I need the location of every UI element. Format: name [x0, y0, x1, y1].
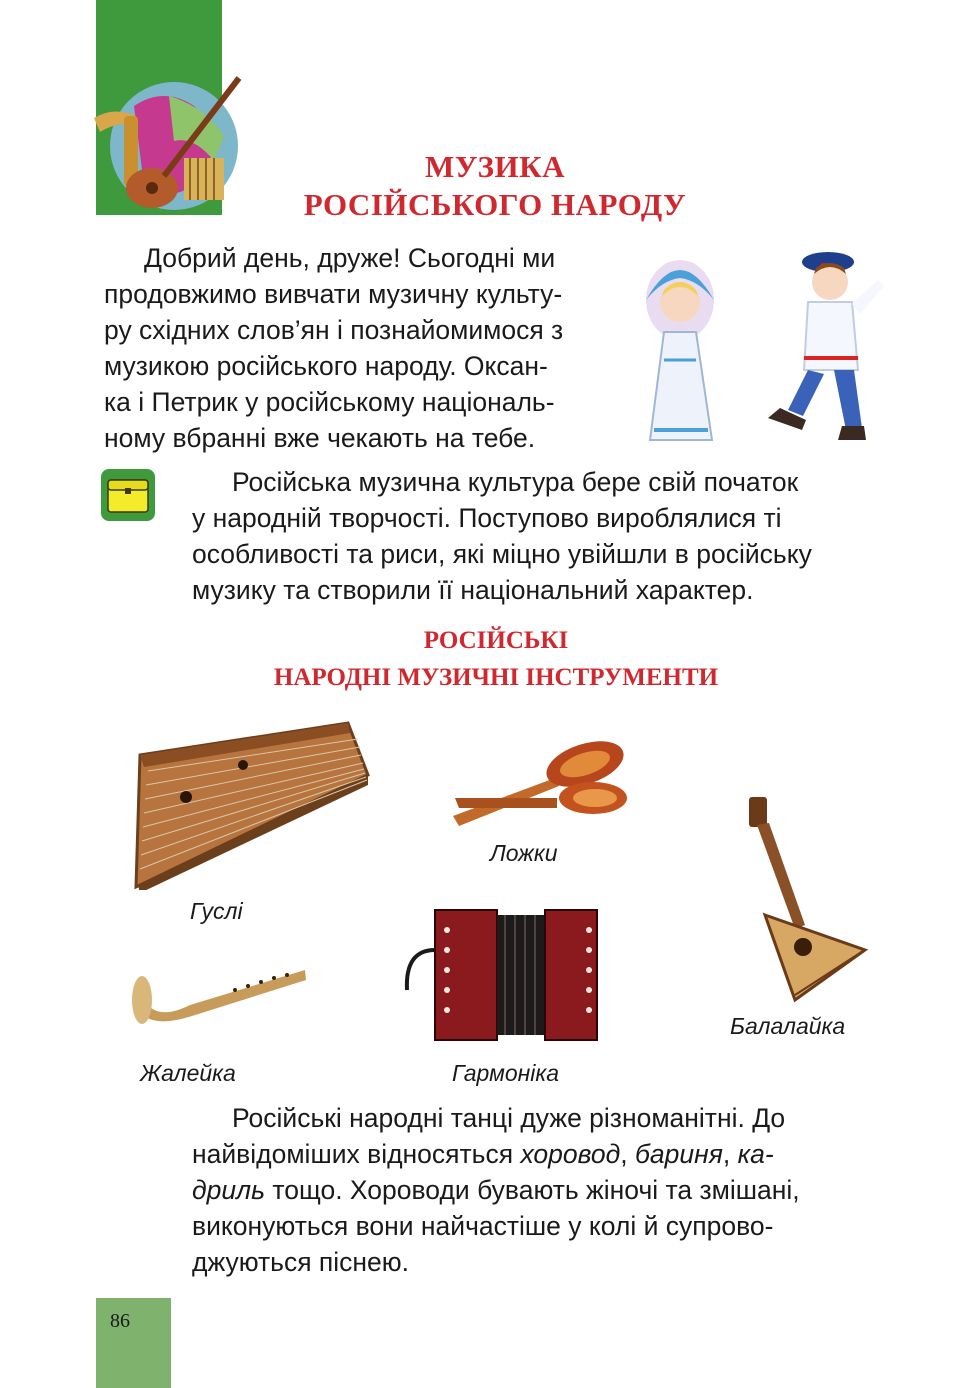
lozhky-caption: Ложки — [490, 840, 558, 866]
dances-line: Російські народні танці дуже різноманітні. До — [232, 1103, 786, 1133]
dances-line — [192, 1136, 889, 1172]
dances-text: , — [620, 1139, 635, 1169]
instruments-heading — [190, 622, 802, 696]
music-emblem-icon — [74, 66, 254, 226]
harmonika-caption: Гармоніка — [452, 1060, 560, 1086]
dance-khorovod: хоровод — [520, 1139, 621, 1169]
lozhky-image — [445, 728, 630, 828]
dances-line: джуються піснею. — [192, 1247, 410, 1277]
title-line-1: МУЗИКА — [425, 149, 565, 184]
culture-line: у народній творчості. Поступово вироблялися ті — [192, 503, 782, 533]
zhaleika-image — [130, 960, 310, 1030]
balalaika-caption: Балалайка — [730, 1013, 846, 1039]
culture-line: музику та створили її національний характер. — [192, 575, 754, 605]
gusli-image — [118, 715, 370, 890]
culture-paragraph — [192, 464, 889, 608]
intro-line: Добрий день, друже! Сьогодні ми — [144, 243, 556, 273]
intro-paragraph — [104, 240, 619, 456]
culture-line: особливості та риси, які міцно увійшли в російську — [192, 539, 812, 569]
balalaika-image — [735, 795, 870, 1005]
page-title — [260, 148, 730, 224]
intro-line: ному вбранні вже чекають на тебе. — [104, 423, 536, 453]
dances-text: тощо. Хороводи бувають жіночі та змішані, — [265, 1175, 800, 1205]
instruments-heading-line-1: РОСІЙСЬКІ — [423, 627, 569, 654]
dances-line — [192, 1172, 889, 1208]
intro-line: ру східних слов’ян і познайомимося з — [104, 315, 564, 345]
instruments-heading-line-2: НАРОДНІ МУЗИЧНІ ІНСТРУМЕНТИ — [273, 664, 719, 691]
gusli-caption: Гуслі — [190, 898, 243, 924]
intro-line: ка і Петрик у російському національ- — [104, 387, 555, 417]
zhaleika-caption: Жалейка — [140, 1060, 236, 1086]
intro-line: музикою російського народу. Оксан- — [104, 351, 548, 381]
intro-line: продовжимо вивчати музичну культу- — [104, 279, 563, 309]
dances-line: виконуються вони найчастіше у колі й супрово- — [192, 1211, 774, 1241]
dances-text: , — [722, 1139, 738, 1169]
dances-text: найвідоміших відносяться — [192, 1139, 521, 1169]
dance-barynia: бариня — [634, 1139, 723, 1169]
dance-kadryl-part1: ка- — [737, 1139, 774, 1169]
title-line-2: РОСІЙСЬКОГО НАРОДУ — [303, 187, 687, 222]
dances-paragraph — [192, 1100, 889, 1280]
page-number: 86 — [110, 1310, 130, 1332]
page-number-box — [96, 1298, 171, 1388]
note-chest-icon — [100, 468, 156, 522]
harmonika-image — [395, 890, 615, 1055]
children-in-costume-illustration — [628, 240, 893, 445]
culture-line: Російська музична культура бере свій початок — [232, 467, 799, 497]
dance-kadryl-part2: дриль — [192, 1175, 266, 1205]
